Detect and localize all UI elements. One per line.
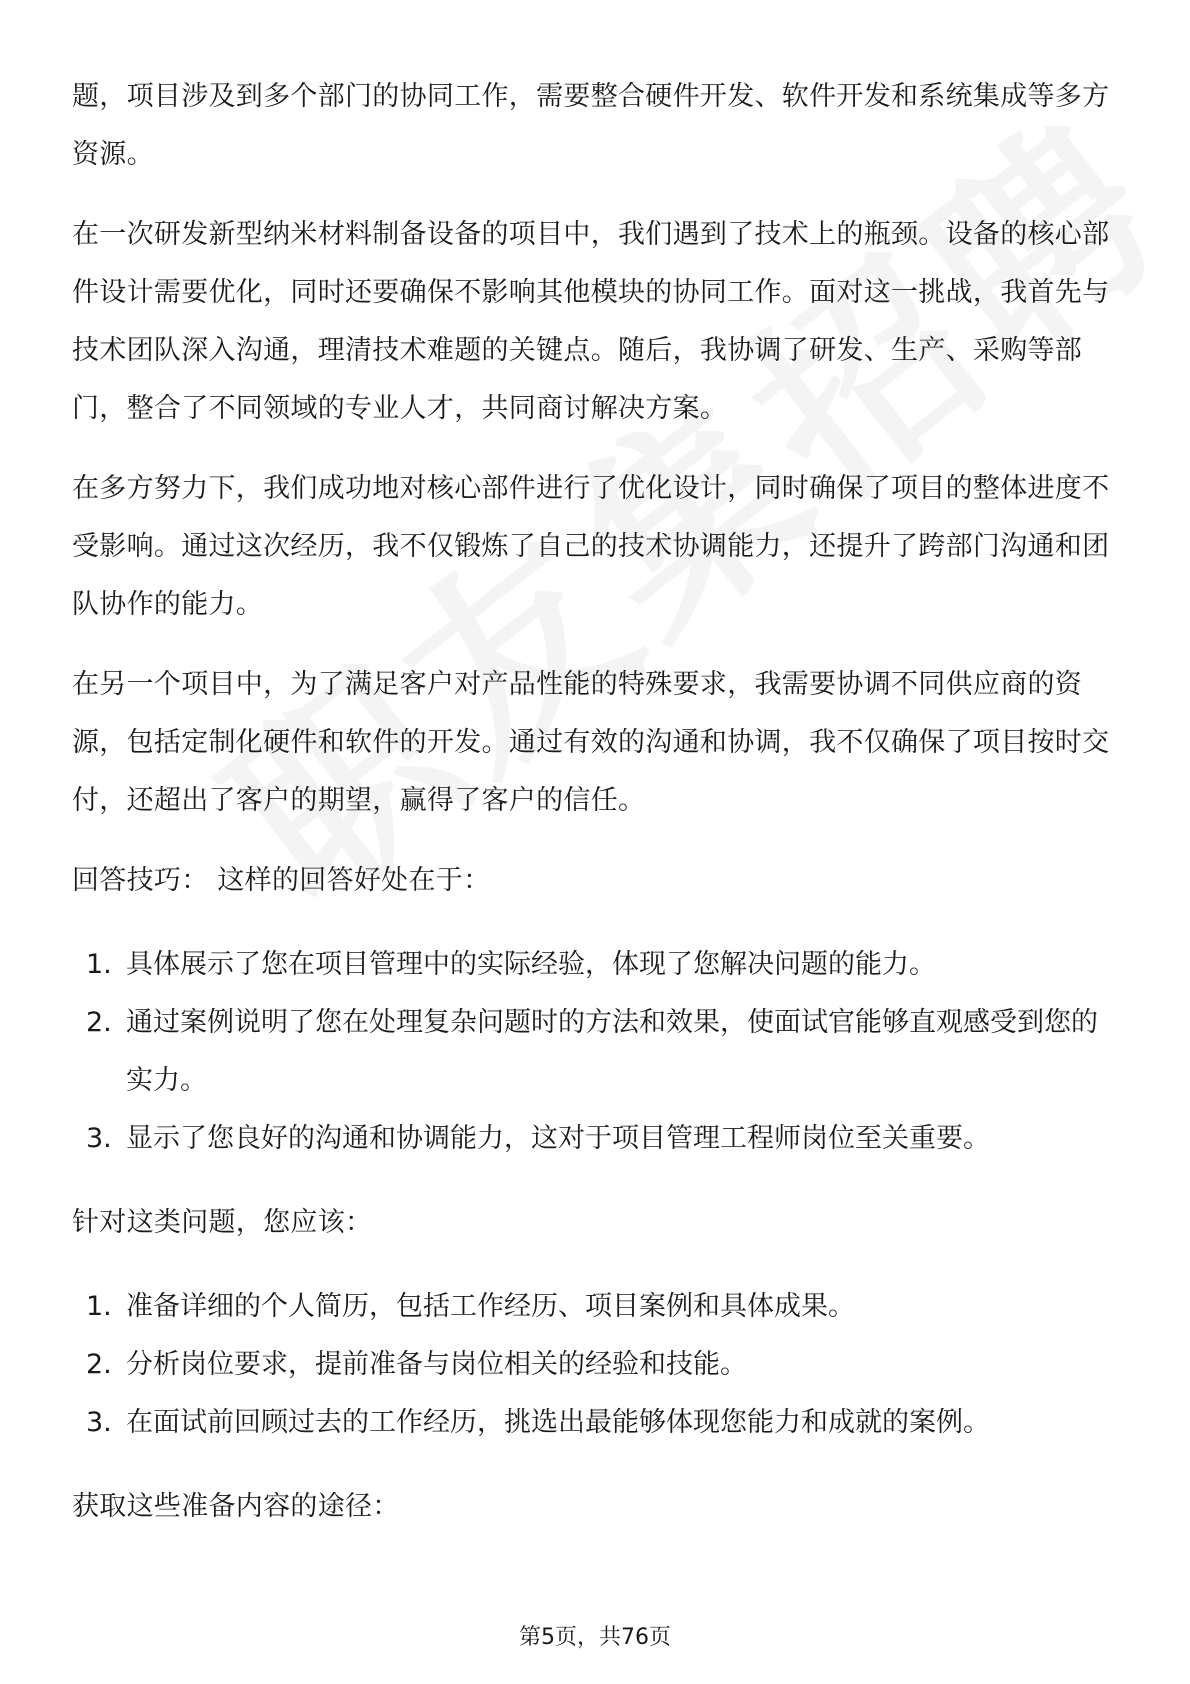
list-item [72,936,1122,994]
list-item-text: 显示了您良好的沟通和协调能力，这对于项目管理工程师岗位至关重要。 [126,1123,990,1154]
list-item [72,994,1122,1110]
list-number: 3. [86,1407,112,1438]
advice-heading: 针对这类问题，您应该： [72,1207,373,1238]
paragraph-project-outcome: 在多方努力下，我们成功地对核心部件进行了优化设计，同时确保了项目的整体进度不受影响。通过这次经历，我不仅锻炼了自己的技术协调能力，还提升了跨部门沟通和团队协作的能力。 [72,473,1110,620]
list-item [72,1110,1122,1168]
list-item [72,1394,1122,1452]
list-item [72,1278,1122,1336]
page-number-footer: 第5页，共76页 [519,1625,671,1650]
page-content [72,68,1122,1562]
list-item-text: 分析岗位要求，提前准备与岗位相关的经验和技能。 [126,1349,747,1380]
paragraph-supplier-project: 在另一个项目中，为了满足客户对产品性能的特殊要求，我需要协调不同供应商的资源，包括定制化硬件和软件的开发。通过有效的沟通和协调，我不仅确保了项目按时交付，还超出了客户的期望，赢得了客户的信任。 [72,669,1110,816]
list-item-text: 准备详细的个人简历，包括工作经历、项目案例和具体成果。 [126,1291,855,1322]
list-item [72,1336,1122,1394]
list-number: 1. [86,949,112,980]
list-item-text: 通过案例说明了您在处理复杂问题时的方法和效果，使面试官能够直观感受到您的实力。 [126,1007,1098,1096]
list-number: 3. [86,1123,112,1154]
list-number: 2. [86,1349,112,1380]
list-item-text: 具体展示了您在项目管理中的实际经验，体现了您解决问题的能力。 [126,949,936,980]
paragraph-intro-continuation: 题，项目涉及到多个部门的协同工作，需要整合硬件开发、软件开发和系统集成等多方资源。 [72,81,1110,170]
paragraph-nanomaterial-project: 在一次研发新型纳米材料制备设备的项目中，我们遇到了技术上的瓶颈。设备的核心部件设计需要优化，同时还要确保不影响其他模块的协同工作。面对这一挑战，我首先与技术团队深入沟通，理清技术难题的关键点。随后，我协调了研发、生产、采购等部门，整合了不同领域的专业人才，共同商讨解决方案。 [72,219,1110,424]
source-heading: 获取这些准备内容的途径： [72,1491,400,1522]
list-number: 1. [86,1291,112,1322]
advice-list [72,1278,1122,1452]
list-item-text: 在面试前回顾过去的工作经历，挑选出最能够体现您能力和成就的案例。 [126,1407,990,1438]
tips-list [72,936,1122,1168]
tips-heading: 回答技巧： 这样的回答好处在于： [72,865,491,896]
list-number: 2. [86,1007,112,1038]
